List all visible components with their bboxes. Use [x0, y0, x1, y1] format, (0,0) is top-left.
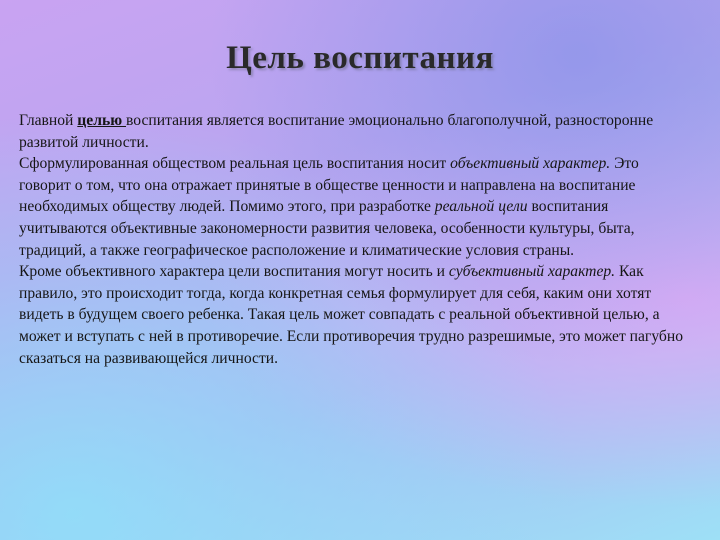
slide-body — [19, 110, 689, 369]
text-span: воспитания является воспитание эмоционально благополучной, разносторонне развитой личности. — [19, 112, 654, 151]
text-span: Кроме объективного характера цели воспитания могут носить и — [19, 263, 449, 281]
text-span: Как правило, это происходит тогда, когда конкретная семья формулирует для себя, каким они хотят видеть в будущем своего ребенка. Такая цель может совпадать с реальной объективной целью, а может и вступать с ней в противоречие. Если противоречия трудно разрешимые, это может пагубно сказаться на развивающейся личности. — [19, 263, 683, 367]
italic-term: объективный характер. — [450, 155, 611, 173]
italic-term: реальной цели — [434, 198, 528, 216]
italic-term: субъективный характер. — [448, 263, 616, 281]
text-span: воспитания учитываются объективные закономерности развития человека, особенности культуры, быта, традиций, а также географическое расположение и климатические условия страны. — [19, 198, 635, 259]
text-span: Сформулированная обществом реальная цель воспитания носит — [19, 155, 451, 173]
paragraph-objective-character — [19, 153, 689, 261]
underlined-term: целью — [77, 112, 127, 129]
paragraph-goal-definition — [19, 110, 689, 153]
text-span: Главной — [19, 112, 78, 129]
text-span: Это говорит о том, что она отражает принятые в обществе ценности и направлена на воспитание необходимых обществу людей. Помимо этого, при разработке — [19, 155, 639, 216]
paragraph-subjective-character — [19, 261, 689, 369]
slide-title: Цель воспитания — [226, 40, 494, 76]
